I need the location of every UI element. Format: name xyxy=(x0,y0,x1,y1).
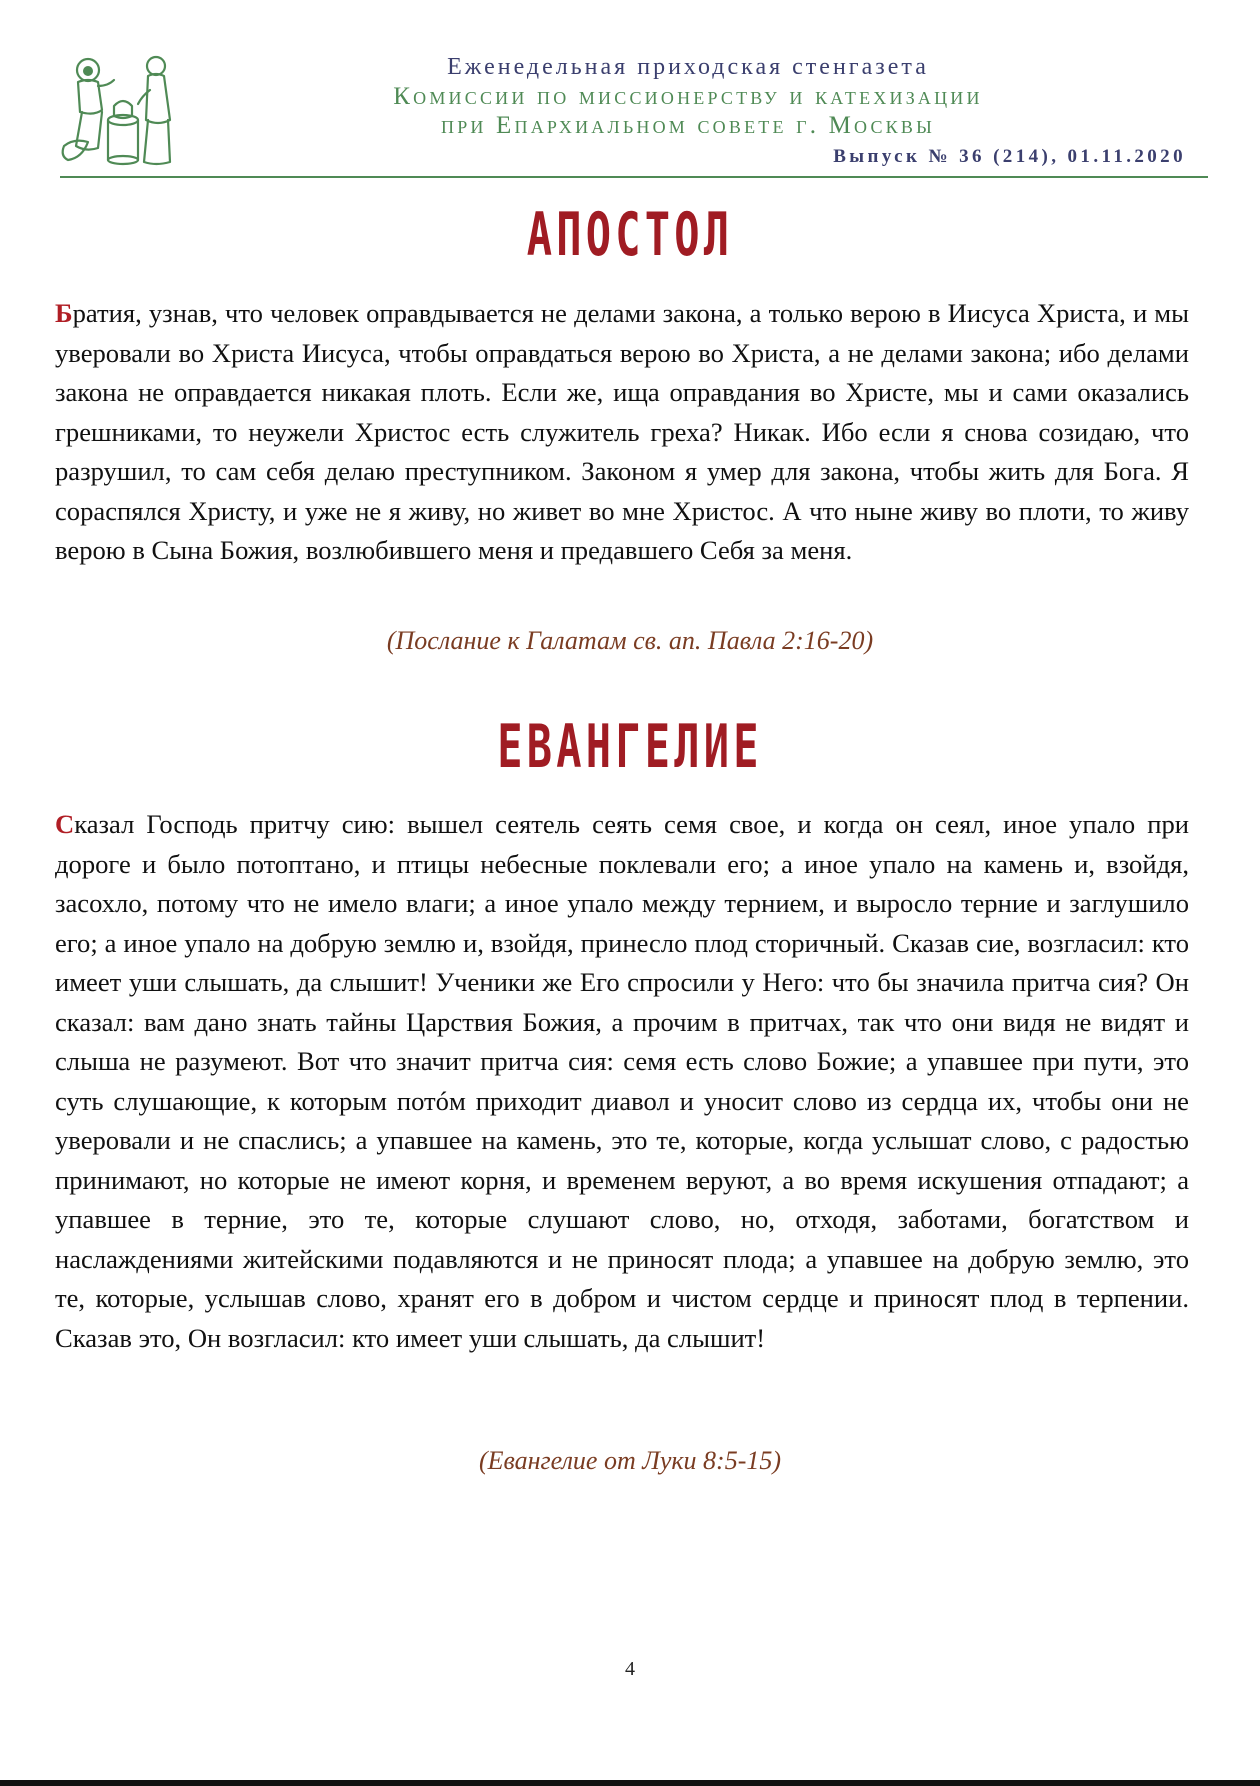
apostle-dropcap: Б xyxy=(55,298,73,328)
apostle-citation: (Послание к Галатам св. ап. Павла 2:16-20) xyxy=(386,626,874,655)
apostle-title: АПОСТОЛ xyxy=(526,200,734,270)
gospel-dropcap: С xyxy=(55,809,75,839)
apostle-body: ратия, узнав, что человек оправдывается не делами закона, а только верою в Иисуса Христа, и мы уверовали во Христа Иисуса, чтобы оправдаться верою во Христа, а не делами закона; ибо делами закона не оправдается никакая плоть. Если же, ища оправдания во Христе, мы и сами оказались грешниками, то неужели Христос есть служитель греха? Никак. Ибо если я снова созидаю, что разрушил, то сам себя делаю преступником. Законом я умер для закона, чтобы жить для Бога. Я сораспялся Христу, и уже не я живу, но живет во мне Христос. А что ныне живу во плоти, то живу верою в Сына Божия, возлюбившего меня и предавшего Себя за меня. xyxy=(55,298,1189,565)
gospel-citation: (Евангелие от Луки 8:5-15) xyxy=(478,1446,782,1475)
header-line-3: при Епархиальном совете г. Москвы xyxy=(441,112,935,139)
header-line-2: Комиссии по миссионерству и катехизации xyxy=(393,83,983,110)
header-divider xyxy=(60,176,1208,178)
bottom-border xyxy=(0,1780,1260,1786)
page-number: 4 xyxy=(625,1658,635,1680)
issue-number: Выпуск № 36 (214), 01.11.2020 xyxy=(833,146,1186,167)
gospel-text xyxy=(55,805,1189,1358)
gospel-body: казал Господь притчу сию: вышел сеятель сеять семя свое, и когда он сеял, иное упало при дороге и было потоптано, и птицы небесные поклевали его; а иное упало на камень и, взойдя, засохло, потому что не имело влаги; а иное упало между тернием, и выросло терние и заглушило его; а иное упало на добрую землю и, взойдя, принесло плод сторичный. Сказав сие, возгласил: кто имеет уши слышать, да слышит! Ученики же Его спросили у Него: что бы значила притча сия? Он сказал: вам дано знать тайны Царствия Божия, а прочим в притчах, так что они видя не видят и слыша не разумеют. Вот что значит притча сия: семя есть слово Божие; а упавшее при пути, это суть слушающие, к которым потóм приходит диавол и уносит слово из сердца их, чтобы они не уверовали и не спаслись; а упавшее на камень, это те, которые, когда услышат слово, с радостью принимают, но которые не имеют корня, и временем веруют, а во время искушения отпадают; а упавшее в терние, это те, которые слушают слово, но, отходя, заботами, богатством и наслаждениями житейскими подавляются и не приносят плода; а упавшее на добрую землю, это те, которые, услышав слово, хранят его в добром и чистом сердце и приносят плод в терпении. Сказав это, Он возгласил: кто имеет уши слышать, да слышит! xyxy=(55,809,1189,1353)
header-line-1: Еженедельная приходская стенгазета xyxy=(447,54,929,80)
header-titles xyxy=(188,46,1188,140)
header xyxy=(58,46,1208,178)
apostle-text xyxy=(55,294,1189,571)
christ-and-samaritan-woman-at-well-icon xyxy=(58,50,180,168)
gospel-title: ЕВАНГЕЛИЕ xyxy=(497,712,763,782)
